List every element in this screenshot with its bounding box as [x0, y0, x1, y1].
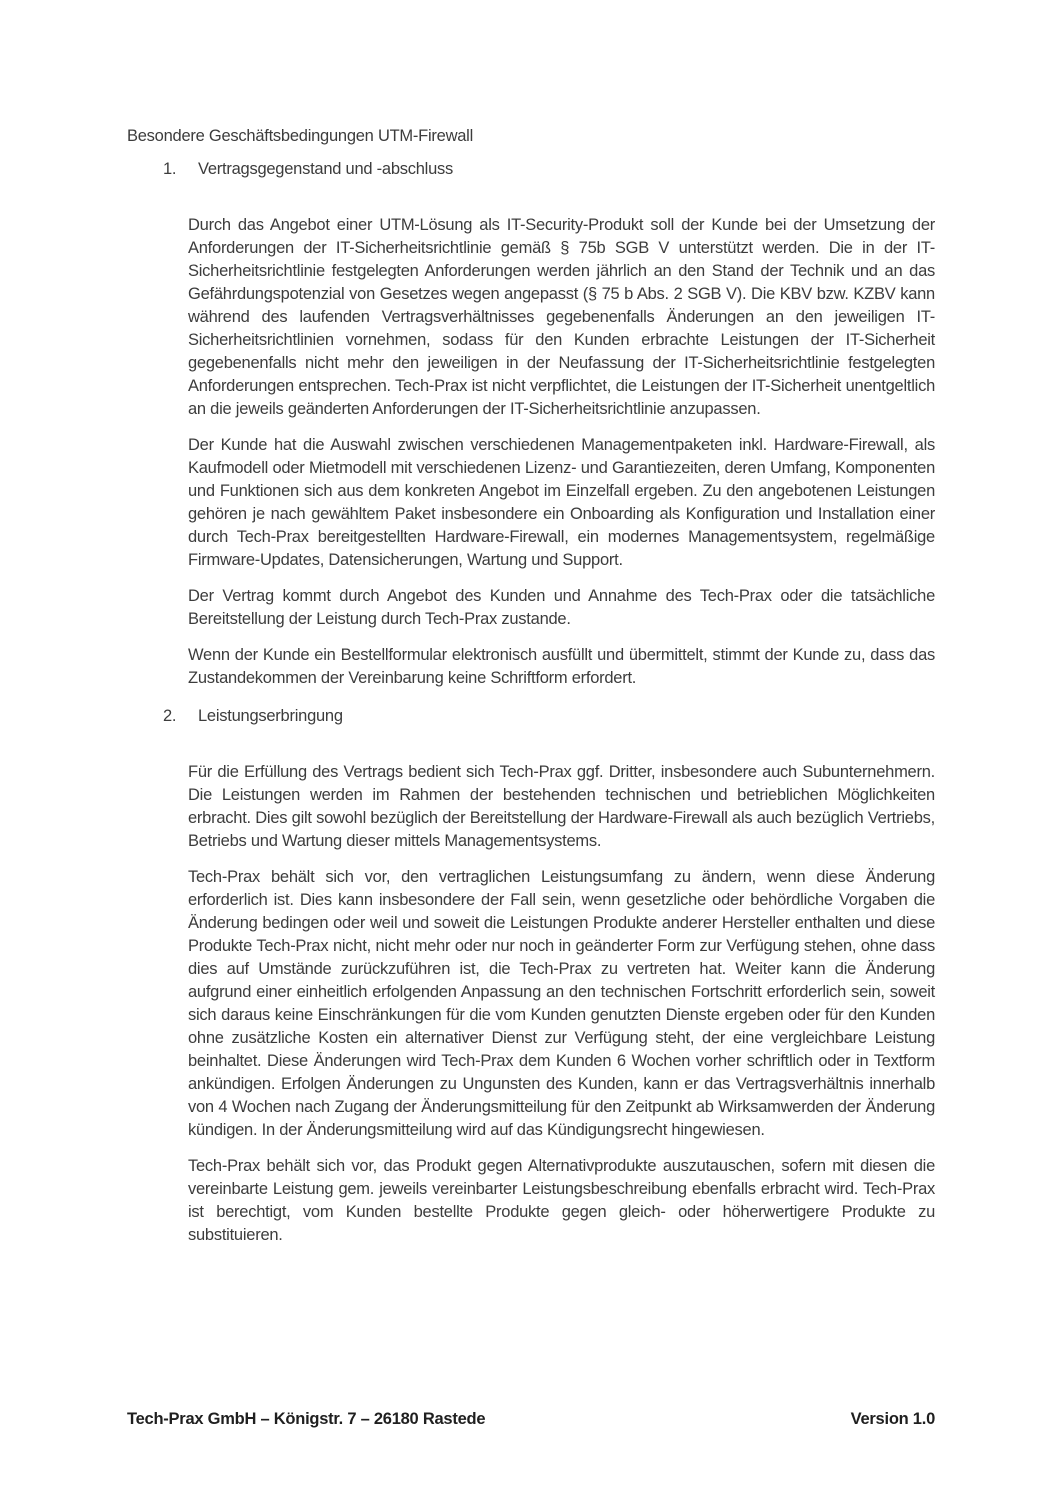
paragraph: Tech-Prax behält sich vor, das Produkt gegen Alternativprodukte auszutauschen, sofern mit diesen die vereinbarte Leistung gem. jeweils vereinbarter Leistungsbeschreibung ebenfalls erbracht wird. Tech-Prax ist berechtigt, vom Kunden bestellte Produkte gegen gleich- oder höherwertigere Produkte zu substituieren.: [188, 1157, 935, 1244]
page-footer: [127, 1408, 935, 1431]
paragraph: Wenn der Kunde ein Bestellformular elektronisch ausfüllt und übermittelt, stimmt der Kunde zu, dass das Zustandekommen der Vereinbarung keine Schriftform erfordert.: [188, 646, 935, 687]
document-title: Besondere Geschäftsbedingungen UTM-Firewall: [127, 127, 474, 145]
section-leistungserbringung: [0, 705, 1058, 1247]
footer-version: Version 1.0: [850, 1410, 935, 1428]
paragraph: Der Vertrag kommt durch Angebot des Kunden und Annahme des Tech-Prax oder die tatsächliche Bereitstellung der Leistung durch Tech-Prax zustande.: [188, 587, 935, 628]
paragraph: Für die Erfüllung des Vertrags bedient sich Tech-Prax ggf. Dritter, insbesondere auch Subunternehmern. Die Leistungen werden im Rahmen der bestehenden technischen und betrieblichen Möglichkeiten erbracht. Dies gilt sowohl bezüglich der Bereitstellung der Hardware-Firewall als auch bezüglich Vertriebs, Betriebs und Wartung dieser mittels Managementsystems.: [188, 763, 935, 850]
section-number: 1.: [163, 160, 177, 178]
section-heading: Vertragsgegenstand und -abschluss: [198, 160, 454, 178]
footer-company-address: Tech-Prax GmbH – Königstr. 7 – 26180 Rastede: [127, 1410, 486, 1428]
section-heading: Leistungserbringung: [198, 707, 343, 725]
section-heading-row: [163, 158, 935, 181]
paragraph: Der Kunde hat die Auswahl zwischen verschiedenen Managementpaketen inkl. Hardware-Firewall, als Kaufmodell oder Mietmodell mit verschiedenen Lizenz- und Garantiezeiten, deren Umfang, Komponenten und Funktionen sich aus dem konkreten Angebot im Einzelfall ergeben. Zu den angebotenen Leistungen gehören je nach gewähltem Paket insbesondere ein Onboarding als Konfiguration und Installation einer durch Tech-Prax bereitgestellten Hardware-Firewall, ein modernes Managementsystem, regelmäßige Firmware-Updates, Datensicherungen, Wartung und Support.: [188, 436, 935, 569]
section-heading-row: [163, 705, 935, 728]
section-number: 2.: [163, 707, 177, 725]
paragraph: Durch das Angebot einer UTM-Lösung als IT-Security-Produkt soll der Kunde bei der Umsetzung der Anforderungen der IT-Sicherheitsrichtlinie gemäß § 75b SGB V unterstützt werden. Die in der IT-Sicherheitsrichtlinie festgelegten Anforderungen werden jährlich an den Stand der Technik und an das Gefährdungspotenzial von Gesetzes wegen angepasst (§ 75 b Abs. 2 SGB V). Die KBV bzw. KZBV kann während des laufenden Vertragsverhältnisses gegebenenfalls Änderungen an den jeweiligen IT-Sicherheitsrichtlinien vornehmen, sodass für den Kunden erbrachte Leistungen der IT-Sicherheit gegebenenfalls nicht mehr den jeweiligen in der Neufassung der IT-Sicherheitsrichtlinie festgelegten Anforderungen entsprechen. Tech-Prax ist nicht verpflichtet, die Leistungen der IT-Sicherheit unentgeltlich an die jeweils geänderten Anforderungen der IT-Sicherheitsrichtlinie anzupassen.: [188, 216, 935, 418]
section-vertragsgegenstand: [0, 158, 1058, 690]
paragraph: Tech-Prax behält sich vor, den vertraglichen Leistungsumfang zu ändern, wenn diese Änderung erforderlich ist. Dies kann insbesondere der Fall sein, wenn gesetzliche oder behördliche Vorgaben die Änderung bedingen oder weil und soweit die Leistungen Produkte anderer Hersteller enthalten und diese Produkte Tech-Prax nicht, nicht mehr oder nur noch in geänderter Form zur Verfügung stehen, ohne dass dies auf Umstände zurückzuführen ist, die Tech-Prax zu vertreten hat. Weiter kann die Änderung aufgrund einer einheitlich erfolgenden Anpassung an den technischen Fortschritt erforderlich sein, soweit sich daraus keine Einschränkungen für die vom Kunden genutzten Dienste ergeben oder für den Kunden ohne zusätzliche Kosten ein alternativer Dienst zur Verfügung steht, der eine vergleichbare Leistung beinhaltet. Diese Änderungen wird Tech-Prax dem Kunden 6 Wochen vorher schriftlich oder in Textform ankündigen. Erfolgen Änderungen zu Ungunsten des Kunden, kann er das Vertragsverhältnis innerhalb von 4 Wochen nach Zugang der Änderungsmitteilung für den Zeitpunkt ab Wirksamwerden der Änderung kündigen. In der Änderungsmitteilung wird auf das Kündigungsrecht hingewiesen.: [188, 868, 935, 1139]
